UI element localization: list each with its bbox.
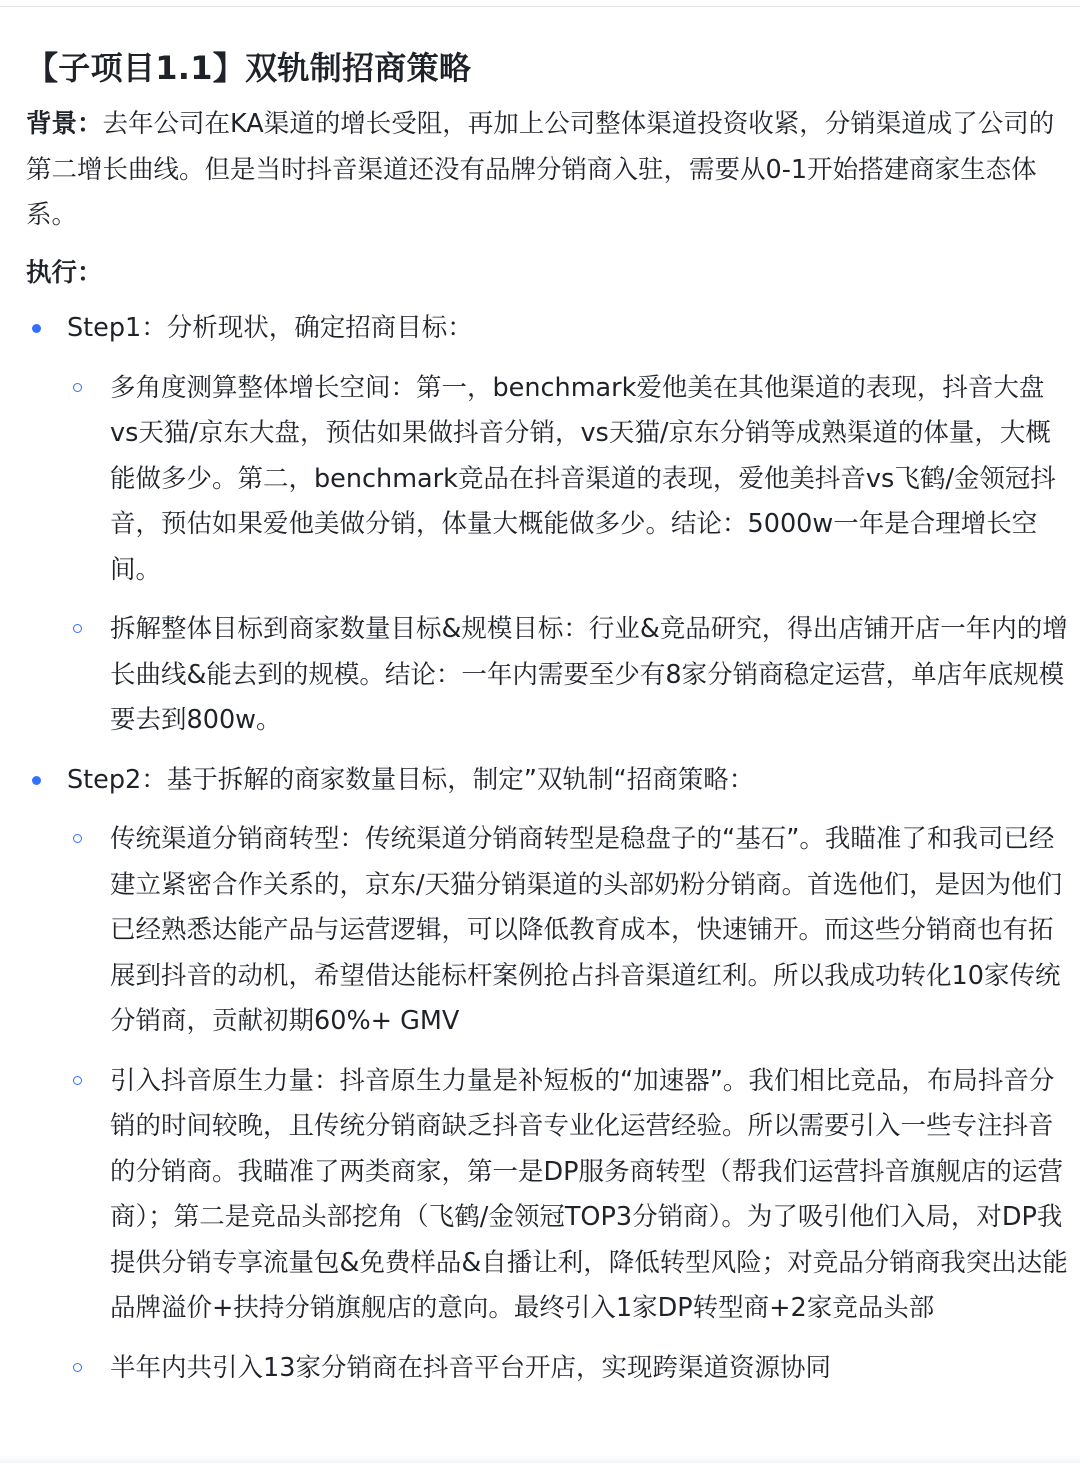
top-divider xyxy=(0,6,1080,7)
step-list xyxy=(26,306,1072,1391)
bullet-circle-icon xyxy=(73,624,82,633)
list-item-text: 拆解整体目标到商家数量目标&规模目标：行业&竞品研究，得出店铺开店一年内的增长曲线&能去到的规模。结论：一年内需要至少有8家分销商稳定运营，单店年底规模要去到800w。 xyxy=(110,614,1068,735)
bullet-circle-icon xyxy=(73,383,82,392)
document-body xyxy=(26,40,1072,1405)
step-label: Step2：基于拆解的商家数量目标，制定”双轨制“招商策略： xyxy=(67,764,755,795)
bottom-fade xyxy=(0,1455,1080,1463)
bullet-dot-icon xyxy=(32,776,41,785)
list-item xyxy=(67,1346,1072,1392)
sub-list xyxy=(67,366,1072,744)
execution-label: 执行： xyxy=(26,257,103,288)
background-label: 背景： xyxy=(26,109,103,139)
background-paragraph xyxy=(26,102,1072,239)
list-item xyxy=(67,607,1072,744)
list-item-text: 多角度测算整体增长空间：第一，benchmark爱他美在其他渠道的表现，抖音大盘vs天猫/京东大盘，预估如果做抖音分销，vs天猫/京东分销等成熟渠道的体量，大概能做多少。第二，benchmark竞品在抖音渠道的表现，爱他美抖音vs飞鹤/金领冠抖音，预估如果爱他美做分销，体量大概能做多少。结论：5000w一年是合理增长空间。 xyxy=(110,372,1056,585)
list-item xyxy=(67,1059,1072,1332)
list-item-text: 传统渠道分销商转型：传统渠道分销商转型是稳盘子的“基石”。我瞄准了和我司已经建立紧密合作关系的，京东/天猫分销渠道的头部奶粉分销商。首选他们，是因为他们已经熟悉达能产品与运营逻辑，可以降低教育成本，快速铺开。而这些分销商也有拓展到抖音的动机，希望借达能标杆案例抢占抖音渠道红利。所以我成功转化10家传统分销商，贡献初期60%+ GMV xyxy=(110,824,1063,1036)
step-item-1 xyxy=(26,306,1072,744)
step-label: Step1：分析现状，确定招商目标： xyxy=(67,313,473,343)
bullet-circle-icon xyxy=(73,1363,82,1372)
list-item xyxy=(67,817,1072,1045)
background-text: 去年公司在KA渠道的增长受阻，再加上公司整体渠道投资收紧，分销渠道成了公司的第二增长曲线。但是当时抖音渠道还没有品牌分销商入驻，需要从0-1开始搭建商家生态体系。 xyxy=(26,109,1055,230)
list-item xyxy=(67,366,1072,594)
bullet-dot-icon xyxy=(32,324,41,333)
list-item-text: 引入抖音原生力量：抖音原生力量是补短板的“加速器”。我们相比竞品，布局抖音分销的时间较晚，且传统分销商缺乏抖音专业化运营经验。所以需要引入一些专注抖音的分销商。我瞄准了两类商家，第一是DP服务商转型（帮我们运营抖音旗舰店的运营商）；第二是竞品头部挖角（飞鹤/金领冠TOP3分销商）。为了吸引他们入局，对DP我提供分销专享流量包&免费样品&自播让利，降低转型风险；对竞品分销商我突出达能品牌溢价+扶持分销旗舰店的意向。最终引入1家DP转型商+2家竞品头部 xyxy=(110,1065,1068,1323)
section-heading: 【子项目1.1】双轨制招商策略 xyxy=(26,49,472,87)
sub-list xyxy=(67,817,1072,1391)
step-item-2 xyxy=(26,758,1072,1392)
list-item-text: 半年内共引入13家分销商在抖音平台开店，实现跨渠道资源协同 xyxy=(110,1352,831,1383)
bullet-circle-icon xyxy=(73,1076,82,1085)
bullet-circle-icon xyxy=(73,834,82,843)
